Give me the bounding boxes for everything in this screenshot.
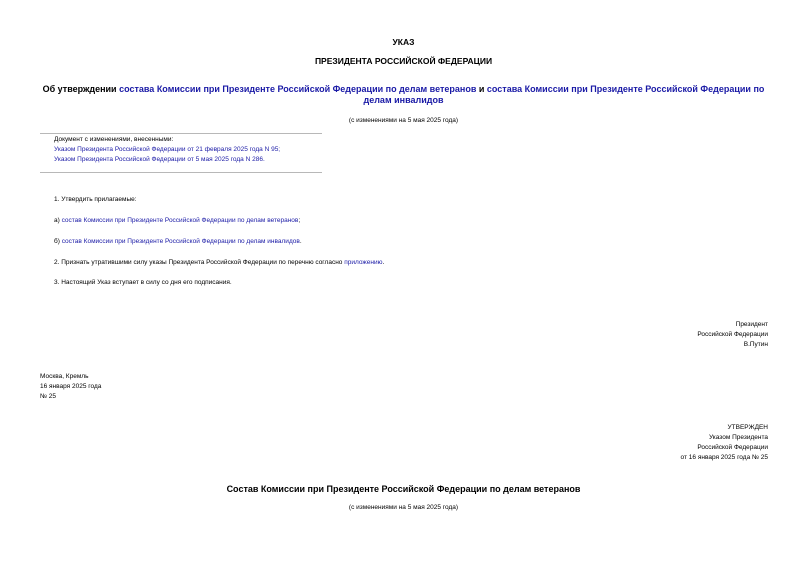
document-heading bbox=[40, 84, 767, 106]
changes-box bbox=[54, 135, 334, 165]
heading-link-disabled-cont[interactable]: делам инвалидов bbox=[363, 95, 444, 105]
document-type-title: УКАЗ bbox=[392, 37, 415, 47]
place-date-block bbox=[40, 372, 240, 402]
signature-block bbox=[568, 320, 768, 350]
approved-block bbox=[548, 423, 768, 463]
approved-line-3: Российской Федерации bbox=[697, 444, 768, 451]
heading-prefix: Об утверждении bbox=[42, 84, 120, 94]
changes-box-label: Документ с изменениями, внесенными: bbox=[54, 136, 174, 143]
change-link-2[interactable]: Указом Президента Российской Федерации от 5 мая 2025 года N 286. bbox=[54, 156, 265, 163]
item-b-prefix: б) bbox=[54, 238, 62, 245]
item-b-suffix: . bbox=[299, 238, 302, 245]
paragraph-2-suffix: . bbox=[382, 259, 385, 266]
paragraph-1: 1. Утвердить прилагаемые: bbox=[54, 196, 137, 203]
signature-title: Президент bbox=[735, 321, 768, 328]
heading-middle: и bbox=[476, 84, 487, 94]
approved-line-4: от 16 января 2025 года № 25 bbox=[680, 454, 768, 461]
paragraph-1a bbox=[54, 217, 300, 224]
document-issuer-title: ПРЕЗИДЕНТА РОССИЙСКОЙ ФЕДЕРАЦИИ bbox=[314, 56, 493, 66]
paragraph-2 bbox=[54, 259, 384, 266]
change-link-1[interactable]: Указом Президента Российской Федерации от 21 февраля 2025 года N 95; bbox=[54, 146, 281, 153]
signature-title-2: Российской Федерации bbox=[697, 331, 768, 338]
heading-link-veterans[interactable]: состава Комиссии при Президенте Российской Федерации по делам ветеранов bbox=[119, 84, 477, 94]
document-number: № 25 bbox=[40, 393, 57, 400]
link-composition-disabled[interactable]: состав Комиссии при Президенте Российской Федерации по делам инвалидов bbox=[61, 238, 300, 245]
amended-note: (с изменениями на 5 мая 2025 года) bbox=[348, 117, 459, 124]
paragraph-3: 3. Настоящий Указ вступает в силу со дня его подписания. bbox=[54, 279, 232, 286]
item-a-prefix: а) bbox=[54, 217, 62, 224]
place: Москва, Кремль bbox=[40, 373, 89, 380]
item-a-suffix: ; bbox=[298, 217, 301, 224]
approved-line-2: Указом Президента bbox=[708, 434, 768, 441]
approved-label: УТВЕРЖДЕН bbox=[727, 424, 768, 431]
link-appendix[interactable]: приложению bbox=[344, 259, 383, 266]
changes-box-top-rule bbox=[40, 133, 322, 134]
changes-box-bottom-rule bbox=[40, 172, 322, 173]
heading-link-disabled[interactable]: состава Комиссии при Президенте Российской Федерации по bbox=[486, 84, 765, 94]
date: 16 января 2025 года bbox=[40, 383, 102, 390]
paragraph-2-text: 2. Признать утратившими силу указы Президента Российской Федерации по перечню согласно bbox=[54, 259, 345, 266]
section-title: Состав Комиссии при Президенте Российской Федерации по делам ветеранов bbox=[226, 484, 581, 494]
signature-name: В.Путин bbox=[743, 341, 768, 348]
link-composition-veterans[interactable]: состав Комиссии при Президенте Российской Федерации по делам ветеранов bbox=[61, 217, 299, 224]
section-amended-note: (с изменениями на 5 мая 2025 года) bbox=[348, 504, 459, 511]
paragraph-1b bbox=[54, 238, 302, 245]
